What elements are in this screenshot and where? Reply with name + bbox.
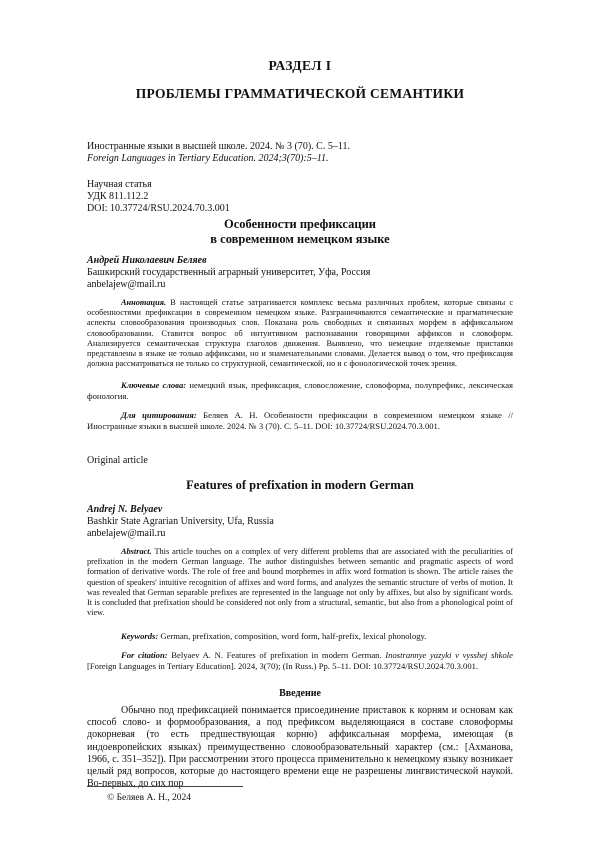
udk: УДК 811.112.2 <box>87 191 149 202</box>
keywords-ru <box>87 380 513 401</box>
author-name-ru: Андрей Николаевич Беляев <box>87 255 207 266</box>
citation-text-en-part1: Belyaev A. N. Features of prefixation in modern German. <box>171 650 382 660</box>
citation-journal-en: Inostrannye yazyki v vysshej shkole <box>385 650 513 660</box>
copyright-footnote: © Беляев А. Н., 2024 <box>107 793 192 803</box>
citation-ru <box>87 410 513 431</box>
journal-source-en: Foreign Languages in Tertiary Education. 2024;3(70):5–11. <box>87 153 329 164</box>
intro-heading: Введение <box>279 688 321 699</box>
citation-label-ru: Для цитирования: <box>121 410 197 420</box>
intro-paragraph: Обычно под префиксацией понимается присоединение приставок к корням и основам как способ слово- и формообразования, а под префиксом выделяющаяся в составе словоформы докорневая (то есть предшествующая корню) аффиксальная морфема, имеющая (в индоевропейских языках) преимущественно словообразовательный характер (см.: [Ахманова, 1966, с. 351–352]). При рассмотрении этого процесса применительно к немецкому языку возникает целый ряд вопросов, которые до настоящего времени еще не разрешены лингвистической наукой. Во-первых, до сих пор <box>87 705 513 790</box>
abstract-en <box>87 547 513 618</box>
journal-source-ru: Иностранные языки в высшей школе. 2024. № 3 (70). С. 5–11. <box>87 141 350 152</box>
article-title-ru-line2: в современном немецком языке <box>210 232 390 246</box>
keywords-text-ru: немецкий язык, префиксация, словосложение, словоформа, полупрефикс, лексическая фонология. <box>87 380 513 401</box>
keywords-label-ru: Ключевые слова: <box>121 380 187 390</box>
citation-text-ru: Беляев А. Н. Особенности префиксации в современном немецком языке // Иностранные языки в высшей школе. 2024. № 3 (70). С. 5–11. DOI: 10.37724/RSU.2024.70.3.001. <box>87 410 514 431</box>
article-title-en: Features of prefixation in modern German <box>186 478 414 492</box>
keywords-en <box>87 631 513 642</box>
doi: DOI: 10.37724/RSU.2024.70.3.001 <box>87 203 230 214</box>
author-email-en[interactable]: anbelajew@mail.ru <box>87 528 166 539</box>
section-subtitle: ПРОБЛЕМЫ ГРАММАТИЧЕСКОЙ СЕМАНТИКИ <box>135 86 465 101</box>
citation-text-en-part2: [Foreign Languages in Tertiary Education]. 2024, 3(70); (In Russ.) Pp. 5–11. DOI: 10.37724/RSU.2024.70.3.001. <box>87 660 479 671</box>
citation-en <box>87 650 513 671</box>
abstract-label-en: Abstract. <box>121 547 152 556</box>
abstract-label-ru: Аннотация. <box>121 298 167 307</box>
article-type-en: Original article <box>87 455 148 466</box>
abstract-text-en: This article touches on a complex of very different problems that are associated with the peculiarities of prefixation in the modern German language. The author distinguishes between semantic and pragmatic aspects of word formation of derivative words. The role of free and bound morphemes in affix word formation is shown. The article raises the question of speakers' intuitive recognition of affixes and word forms, and analyzes the semantic structure of verbs of motion. It was revealed that German separable prefixes are represented in the language not only by affixes, but also by significant words. It is concluded that prefixation should be considered not only from a structural, semantic, but also from a phonological point of view. <box>87 547 513 618</box>
keywords-label-en: Keywords: <box>121 631 159 641</box>
abstract-ru <box>87 298 513 369</box>
footnote-divider <box>87 786 243 787</box>
article-title-ru-line1: Особенности префиксации <box>224 217 376 231</box>
article-meta <box>87 179 230 215</box>
author-affiliation-en: Bashkir State Agrarian University, Ufa, Russia <box>87 516 274 527</box>
article-title-ru <box>0 217 600 247</box>
article-type-ru: Научная статья <box>87 179 152 190</box>
author-block-en <box>87 504 274 540</box>
author-name-en: Andrej N. Belyaev <box>87 504 163 515</box>
author-email-ru[interactable]: anbelajew@mail.ru <box>87 279 166 290</box>
keywords-text-en: German, prefixation, composition, word form, half-prefix, lexical phonology. <box>160 631 427 641</box>
author-affiliation-ru: Башкирский государственный аграрный университет, Уфа, Россия <box>87 267 371 278</box>
author-block-ru <box>87 255 370 291</box>
citation-label-en: For citation: <box>121 650 168 660</box>
abstract-text-ru: В настоящей статье затрагивается комплекс весьма различных проблем, которые связаны с особенностями префиксации в современном немецком языке. Разграничиваются семантические и прагматические аспекты словообразования производных слов. Показана роль свободных и связанных морфем в аффиксальном словообразовании. Ставится вопрос об интуитивном распознавании говорящими аффиксов и словоформ. Анализируется семантическая структура глаголов движения. Выявлено, что немецкие отделяемые приставки представлены в языке не только аффиксами, но и знаменательными словами. Делается вывод о том, что префиксация должна рассматриваться не только со структурной, семантической, но и с фонологической точек зрения. <box>87 298 514 369</box>
section-title: РАЗДЕЛ I <box>268 58 332 73</box>
